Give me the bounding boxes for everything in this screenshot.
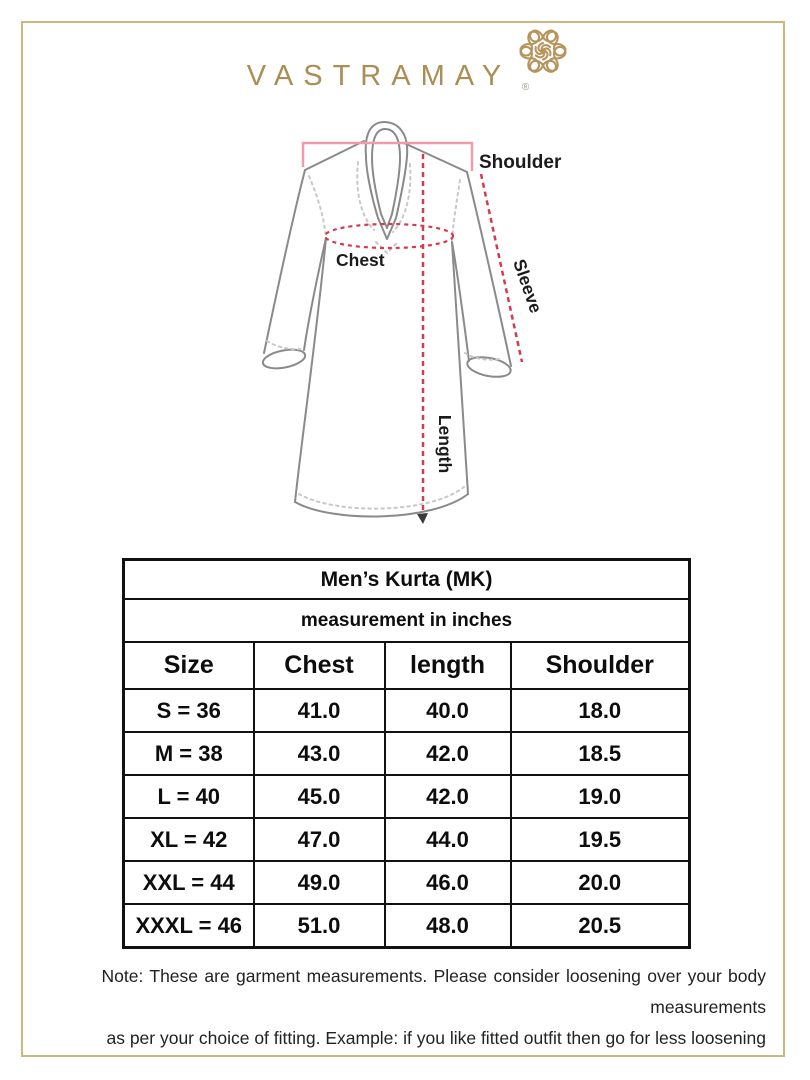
size-row (124, 861, 690, 904)
value-cell: 19.5 (511, 818, 690, 861)
size-cell: M = 38 (124, 732, 254, 775)
value-cell: 41.0 (254, 689, 385, 732)
value-cell: 18.0 (511, 689, 690, 732)
size-chart-title: Men’s Kurta (MK) (124, 560, 690, 600)
size-chart-subtitle-row (124, 599, 690, 642)
measurement-lines (325, 154, 522, 521)
value-cell: 47.0 (254, 818, 385, 861)
value-cell: 43.0 (254, 732, 385, 775)
value-cell: 46.0 (385, 861, 511, 904)
stitch-lines (267, 162, 499, 509)
brand-name: VASTRAMAY (246, 60, 512, 92)
column-header-shoulder: Shoulder (511, 642, 690, 689)
value-cell: 45.0 (254, 775, 385, 818)
note-line-1: Note: These are garment measurements. Please consider loosening over your body measurements (101, 966, 766, 1017)
size-cell: L = 40 (124, 775, 254, 818)
size-row (124, 689, 690, 732)
column-header-length: length (385, 642, 511, 689)
size-chart-header-row (124, 642, 690, 689)
size-chart-subtitle: measurement in inches (124, 599, 690, 642)
value-cell: 49.0 (254, 861, 385, 904)
registered-trademark: ® (521, 82, 530, 93)
brand-lockup (247, 60, 564, 93)
value-cell: 20.5 (511, 904, 690, 948)
size-row (124, 818, 690, 861)
size-row (124, 904, 690, 948)
value-cell: 51.0 (254, 904, 385, 948)
size-chart-body (124, 689, 690, 948)
shoulder-measure-line (303, 143, 472, 171)
note-line-2: as per your choice of fitting. Example: if you like fitted outfit then go for less loosening (106, 1028, 766, 1048)
kurta-measurement-diagram (0, 110, 810, 555)
value-cell: 40.0 (385, 689, 511, 732)
measurement-note (41, 961, 766, 1054)
size-row (124, 775, 690, 818)
value-cell: 42.0 (385, 732, 511, 775)
size-cell: S = 36 (124, 689, 254, 732)
size-row (124, 732, 690, 775)
value-cell: 19.0 (511, 775, 690, 818)
size-chart-title-row (124, 560, 690, 600)
brand-logo (0, 60, 810, 93)
value-cell: 20.0 (511, 861, 690, 904)
value-cell: 48.0 (385, 904, 511, 948)
column-header-chest: Chest (254, 642, 385, 689)
length-arrow-tip (417, 513, 428, 524)
size-cell: XL = 42 (124, 818, 254, 861)
value-cell: 18.5 (511, 732, 690, 775)
floral-mandala-icon (515, 20, 571, 80)
garment-outline (261, 122, 512, 517)
value-cell: 44.0 (385, 818, 511, 861)
size-cell: XXXL = 46 (124, 904, 254, 948)
chest-label: Chest (336, 250, 385, 270)
size-cell: XXL = 44 (124, 861, 254, 904)
length-label: Length (435, 414, 455, 474)
column-header-size: Size (124, 642, 254, 689)
shoulder-label: Shoulder (479, 152, 562, 173)
size-chart-table (122, 558, 691, 949)
sleeve-label: Sleeve (509, 256, 547, 316)
value-cell: 42.0 (385, 775, 511, 818)
